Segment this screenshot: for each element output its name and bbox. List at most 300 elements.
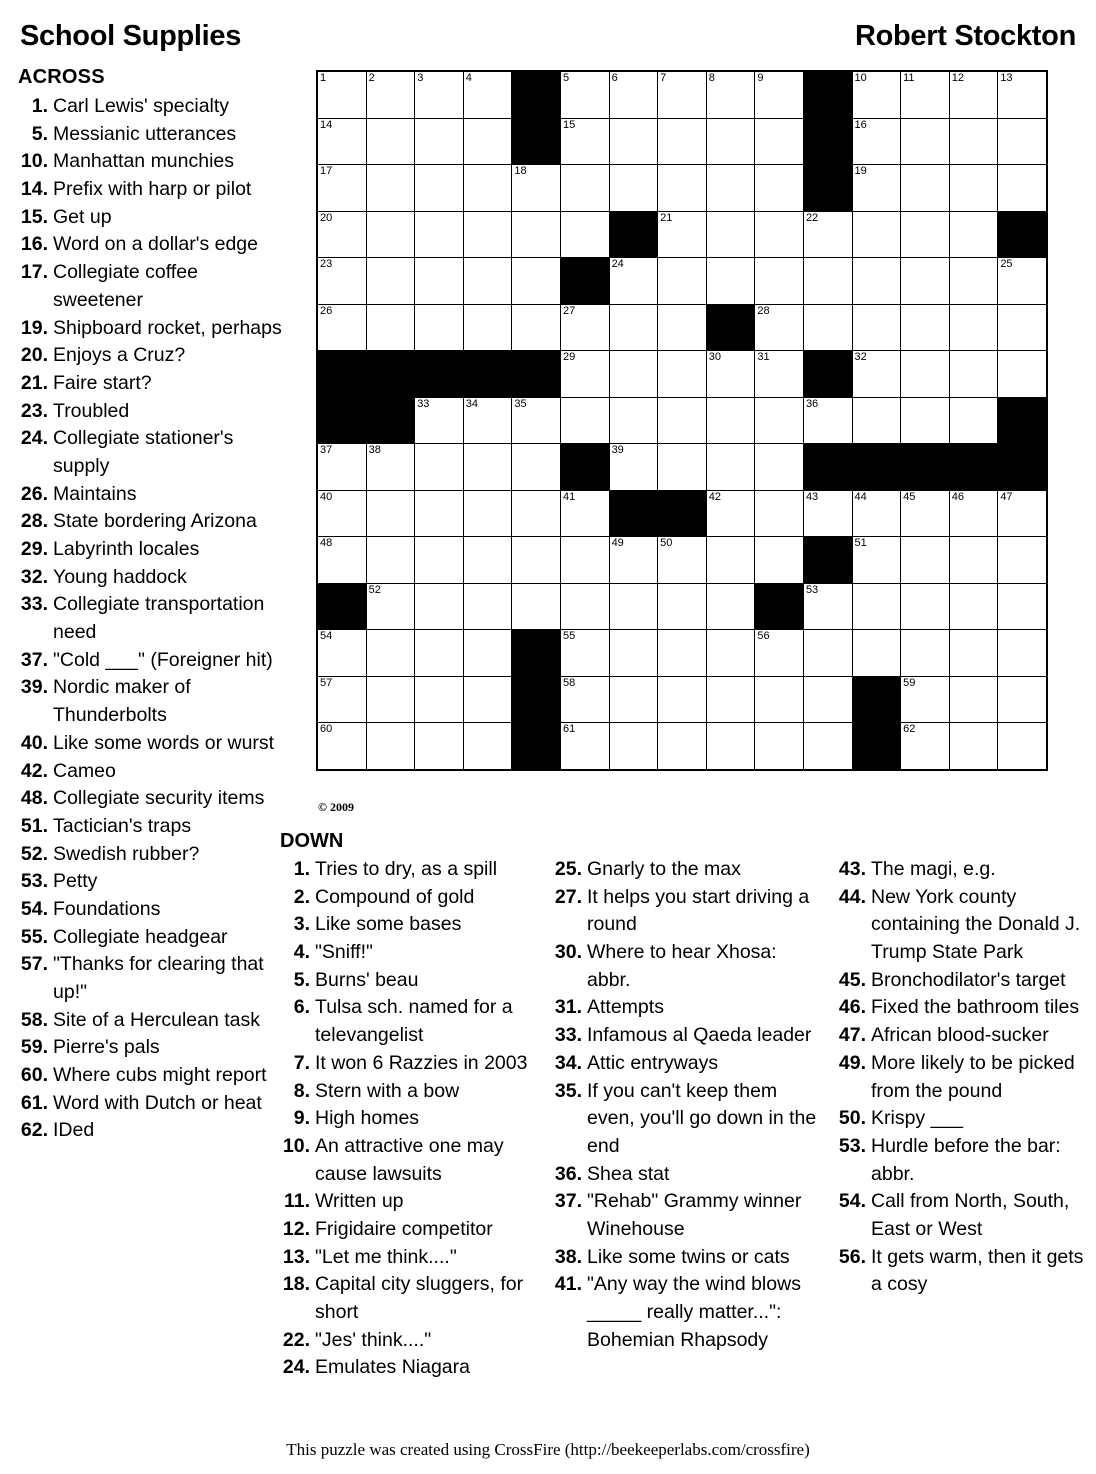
grid-cell[interactable]	[949, 537, 998, 584]
grid-cell[interactable]	[658, 304, 707, 351]
clue-number: 18.	[282, 1273, 310, 1296]
grid-cell[interactable]	[415, 397, 464, 444]
clue-item[interactable]	[280, 1050, 542, 1078]
grid-cell-number: 12	[951, 72, 964, 84]
clue-number: 45.	[838, 968, 866, 991]
grid-cell[interactable]	[658, 444, 707, 491]
clue-item[interactable]	[18, 1062, 288, 1090]
grid-cell[interactable]	[803, 304, 852, 351]
clue-item[interactable]	[18, 148, 288, 176]
clue-item[interactable]	[836, 1133, 1088, 1188]
clue-item[interactable]	[836, 994, 1088, 1022]
grid-cell[interactable]	[949, 630, 998, 677]
grid-cell[interactable]	[415, 165, 464, 212]
clue-item[interactable]	[18, 1117, 288, 1145]
grid-cell[interactable]	[755, 211, 804, 258]
grid-cell[interactable]	[755, 351, 804, 398]
grid-cell[interactable]	[463, 676, 512, 723]
grid-cell[interactable]	[998, 537, 1047, 584]
clue-item[interactable]	[18, 176, 288, 204]
clue-number: 46.	[838, 996, 866, 1019]
grid-cell[interactable]	[803, 630, 852, 677]
clue-number: 1.	[31, 95, 48, 117]
grid-cell[interactable]	[317, 537, 366, 584]
grid-cell[interactable]	[317, 71, 366, 118]
grid-cell[interactable]	[366, 258, 415, 305]
clue-item[interactable]	[552, 1050, 824, 1078]
grid-cell[interactable]	[949, 583, 998, 630]
clue-item[interactable]	[18, 231, 288, 259]
grid-cell[interactable]	[512, 211, 561, 258]
grid-cell[interactable]	[755, 490, 804, 537]
clue-item[interactable]	[280, 994, 542, 1049]
grid-cell[interactable]	[560, 304, 609, 351]
clue-item[interactable]	[18, 730, 288, 758]
grid-cell-number: 24	[611, 258, 624, 270]
clue-item[interactable]	[836, 856, 1088, 884]
grid-block-cell	[415, 351, 464, 398]
grid-cell-number: 31	[757, 351, 770, 363]
clue-item[interactable]	[18, 591, 288, 646]
grid-cell[interactable]	[415, 444, 464, 491]
grid-cell[interactable]	[949, 304, 998, 351]
clue-item[interactable]	[18, 370, 288, 398]
across-heading: ACROSS	[18, 66, 105, 88]
clue-item[interactable]	[18, 315, 288, 343]
clue-item[interactable]	[836, 1244, 1088, 1299]
grid-cell[interactable]	[366, 630, 415, 677]
clue-item[interactable]	[280, 939, 542, 967]
clue-item[interactable]	[280, 967, 542, 995]
grid-cell[interactable]	[658, 211, 707, 258]
grid-cell[interactable]	[901, 211, 950, 258]
grid-block-cell	[852, 723, 901, 770]
grid-cell[interactable]	[901, 630, 950, 677]
grid-cell[interactable]	[463, 723, 512, 770]
grid-cell[interactable]	[901, 304, 950, 351]
clue-item[interactable]	[18, 841, 288, 869]
grid-cell[interactable]	[706, 676, 755, 723]
clue-item[interactable]	[18, 868, 288, 896]
clue-item[interactable]	[18, 398, 288, 426]
grid-cell[interactable]	[706, 444, 755, 491]
grid-cell[interactable]	[755, 165, 804, 212]
grid-cell[interactable]	[366, 676, 415, 723]
clue-item[interactable]	[18, 342, 288, 370]
clue-item[interactable]	[18, 121, 288, 149]
grid-cell[interactable]	[803, 258, 852, 305]
clue-item[interactable]	[836, 1050, 1088, 1105]
grid-cell[interactable]	[998, 71, 1047, 118]
grid-cell[interactable]	[366, 304, 415, 351]
clue-number: 33.	[554, 1024, 582, 1047]
grid-cell[interactable]	[755, 304, 804, 351]
grid-cell[interactable]	[949, 211, 998, 258]
grid-cell[interactable]	[755, 444, 804, 491]
grid-cell[interactable]	[560, 71, 609, 118]
clue-item[interactable]	[280, 884, 542, 912]
grid-cell[interactable]	[706, 165, 755, 212]
grid-cell[interactable]	[901, 676, 950, 723]
grid-cell[interactable]	[317, 304, 366, 351]
grid-cell[interactable]	[560, 397, 609, 444]
grid-cell[interactable]	[366, 583, 415, 630]
grid-cell[interactable]	[852, 71, 901, 118]
grid-cell[interactable]	[658, 630, 707, 677]
grid-cell[interactable]	[706, 351, 755, 398]
grid-cell[interactable]	[317, 444, 366, 491]
clue-item[interactable]	[18, 758, 288, 786]
clue-item[interactable]	[280, 1133, 542, 1188]
grid-cell[interactable]	[949, 723, 998, 770]
grid-cell[interactable]	[512, 583, 561, 630]
clue-item[interactable]	[836, 884, 1088, 967]
grid-cell[interactable]	[415, 583, 464, 630]
grid-cell[interactable]	[949, 118, 998, 165]
grid-cell[interactable]	[366, 444, 415, 491]
clue-item[interactable]	[280, 1216, 542, 1244]
crossword-grid[interactable]	[316, 70, 1048, 771]
clue-item[interactable]	[552, 884, 824, 939]
grid-cell[interactable]	[415, 118, 464, 165]
grid-cell[interactable]	[706, 583, 755, 630]
clue-item[interactable]	[280, 1271, 542, 1326]
grid-cell[interactable]	[852, 397, 901, 444]
grid-cell[interactable]	[560, 676, 609, 723]
grid-cell[interactable]	[317, 211, 366, 258]
grid-cell[interactable]	[658, 118, 707, 165]
grid-cell[interactable]	[560, 723, 609, 770]
clue-text: High homes	[315, 1107, 420, 1130]
clue-item[interactable]	[552, 856, 824, 884]
clue-item[interactable]	[18, 813, 288, 841]
clue-item[interactable]	[280, 856, 542, 884]
clue-item[interactable]	[280, 1105, 542, 1133]
grid-cell[interactable]	[998, 118, 1047, 165]
grid-cell[interactable]	[463, 165, 512, 212]
grid-cell[interactable]	[512, 165, 561, 212]
grid-cell[interactable]	[658, 583, 707, 630]
grid-cell[interactable]	[949, 351, 998, 398]
grid-cell-number: 38	[368, 444, 381, 456]
grid-cell[interactable]	[852, 583, 901, 630]
clue-text: Call from North, South, East or West	[871, 1190, 1070, 1240]
grid-cell[interactable]	[463, 258, 512, 305]
grid-cell[interactable]	[560, 351, 609, 398]
clue-item[interactable]	[836, 1188, 1088, 1243]
clue-item[interactable]	[18, 951, 288, 1006]
grid-cell[interactable]	[512, 304, 561, 351]
grid-cell[interactable]	[366, 537, 415, 584]
grid-cell[interactable]	[706, 211, 755, 258]
grid-cell[interactable]	[366, 118, 415, 165]
grid-cell[interactable]	[317, 630, 366, 677]
grid-cell[interactable]	[609, 723, 658, 770]
grid-cell[interactable]	[998, 304, 1047, 351]
clue-item[interactable]	[18, 1034, 288, 1062]
clue-item[interactable]	[552, 1244, 824, 1272]
grid-cell[interactable]	[852, 118, 901, 165]
grid-cell[interactable]	[609, 258, 658, 305]
clue-item[interactable]	[18, 481, 288, 509]
grid-cell-number: 23	[320, 258, 333, 270]
clue-text: State bordering Arizona	[53, 510, 257, 533]
grid-cell[interactable]	[609, 537, 658, 584]
grid-cell[interactable]	[998, 583, 1047, 630]
grid-cell[interactable]	[755, 71, 804, 118]
grid-cell[interactable]	[415, 304, 464, 351]
grid-cell[interactable]	[755, 676, 804, 723]
grid-cell[interactable]	[463, 71, 512, 118]
grid-cell[interactable]	[317, 165, 366, 212]
grid-cell[interactable]	[901, 71, 950, 118]
clue-item[interactable]	[552, 1188, 824, 1243]
clue-text: Like some twins or cats	[587, 1245, 790, 1268]
grid-cell[interactable]	[317, 723, 366, 770]
grid-cell-number: 21	[660, 211, 673, 224]
grid-cell[interactable]	[463, 490, 512, 537]
grid-cell[interactable]	[609, 397, 658, 444]
clue-item[interactable]	[552, 939, 824, 994]
grid-row	[317, 723, 1047, 770]
clue-item[interactable]	[836, 1105, 1088, 1133]
grid-cell-number: 13	[1000, 72, 1013, 84]
grid-cell[interactable]	[609, 351, 658, 398]
clue-item[interactable]	[552, 994, 824, 1022]
clue-number: 59.	[20, 1036, 48, 1059]
grid-cell[interactable]	[949, 490, 998, 537]
grid-cell[interactable]	[609, 71, 658, 118]
grid-cell[interactable]	[998, 165, 1047, 212]
grid-cell[interactable]	[415, 490, 464, 537]
grid-cell[interactable]	[366, 490, 415, 537]
grid-cell[interactable]	[998, 676, 1047, 723]
grid-cell[interactable]	[512, 444, 561, 491]
grid-cell[interactable]	[803, 723, 852, 770]
grid-cell[interactable]	[658, 537, 707, 584]
clue-item[interactable]	[552, 1161, 824, 1189]
grid-cell[interactable]	[463, 304, 512, 351]
grid-cell[interactable]	[415, 258, 464, 305]
grid-cell[interactable]	[658, 723, 707, 770]
grid-cell[interactable]	[560, 537, 609, 584]
clue-item[interactable]	[18, 896, 288, 924]
grid-cell[interactable]	[949, 165, 998, 212]
clue-number: 23.	[20, 399, 48, 422]
grid-cell[interactable]	[317, 118, 366, 165]
grid-cell[interactable]	[901, 490, 950, 537]
clue-item[interactable]	[18, 204, 288, 232]
grid-cell[interactable]	[998, 351, 1047, 398]
clue-item[interactable]	[280, 1327, 542, 1355]
clue-item[interactable]	[18, 674, 288, 729]
clue-number: 3.	[293, 913, 310, 936]
grid-block-cell	[803, 165, 852, 212]
grid-cell[interactable]	[901, 258, 950, 305]
grid-cell[interactable]	[366, 165, 415, 212]
grid-cell[interactable]	[755, 723, 804, 770]
clue-item[interactable]	[18, 536, 288, 564]
grid-cell[interactable]	[609, 630, 658, 677]
grid-cell-number: 10	[854, 72, 867, 84]
clue-item[interactable]	[18, 259, 288, 314]
clue-item[interactable]	[280, 1078, 542, 1106]
grid-cell[interactable]	[415, 676, 464, 723]
clue-number: 15.	[20, 205, 48, 228]
grid-cell[interactable]	[463, 583, 512, 630]
grid-cell[interactable]	[560, 211, 609, 258]
grid-cell[interactable]	[949, 397, 998, 444]
grid-cell[interactable]	[366, 723, 415, 770]
grid-cell[interactable]	[755, 537, 804, 584]
grid-cell[interactable]	[803, 211, 852, 258]
grid-cell[interactable]	[998, 258, 1047, 305]
grid-block-cell	[658, 490, 707, 537]
grid-cell[interactable]	[415, 537, 464, 584]
grid-cell[interactable]	[560, 630, 609, 677]
grid-cell-number: 46	[951, 490, 964, 503]
grid-cell[interactable]	[658, 71, 707, 118]
grid-cell[interactable]	[658, 351, 707, 398]
grid-cell[interactable]	[512, 490, 561, 537]
grid-cell[interactable]	[998, 490, 1047, 537]
clue-text: Attempts	[587, 996, 664, 1019]
grid-cell[interactable]	[512, 537, 561, 584]
grid-cell[interactable]	[463, 118, 512, 165]
grid-cell[interactable]	[658, 676, 707, 723]
grid-cell[interactable]	[803, 676, 852, 723]
grid-cell[interactable]	[415, 71, 464, 118]
grid-cell[interactable]	[706, 258, 755, 305]
grid-cell[interactable]	[901, 723, 950, 770]
grid-cell[interactable]	[852, 211, 901, 258]
grid-cell[interactable]	[852, 490, 901, 537]
clue-number: 44.	[838, 885, 866, 908]
grid-cell[interactable]	[901, 165, 950, 212]
grid-cell[interactable]	[658, 397, 707, 444]
grid-cell[interactable]	[609, 583, 658, 630]
grid-cell[interactable]	[512, 258, 561, 305]
clue-item[interactable]	[18, 647, 288, 675]
grid-cell[interactable]	[901, 118, 950, 165]
grid-cell[interactable]	[852, 630, 901, 677]
clue-item[interactable]	[18, 924, 288, 952]
grid-cell[interactable]	[658, 258, 707, 305]
grid-cell[interactable]	[852, 304, 901, 351]
grid-table[interactable]	[316, 70, 1048, 771]
clue-item[interactable]	[280, 911, 542, 939]
grid-cell[interactable]	[463, 397, 512, 444]
clue-item[interactable]	[18, 508, 288, 536]
grid-cell[interactable]	[852, 165, 901, 212]
grid-row	[317, 397, 1047, 444]
grid-cell[interactable]	[658, 165, 707, 212]
clue-item[interactable]	[836, 1022, 1088, 1050]
clue-item[interactable]	[552, 1022, 824, 1050]
grid-cell[interactable]	[560, 583, 609, 630]
grid-cell[interactable]	[706, 71, 755, 118]
grid-cell[interactable]	[560, 490, 609, 537]
grid-cell[interactable]	[852, 258, 901, 305]
clue-text: It helps you start driving a round	[587, 885, 810, 936]
grid-cell[interactable]	[463, 537, 512, 584]
grid-cell[interactable]	[463, 211, 512, 258]
clue-item[interactable]	[280, 1354, 542, 1382]
grid-cell[interactable]	[560, 165, 609, 212]
grid-cell[interactable]	[901, 537, 950, 584]
clue-item[interactable]	[18, 93, 288, 121]
grid-cell[interactable]	[706, 630, 755, 677]
grid-cell[interactable]	[852, 537, 901, 584]
clue-item[interactable]	[18, 1007, 288, 1035]
grid-cell[interactable]	[609, 304, 658, 351]
grid-cell[interactable]	[901, 351, 950, 398]
grid-cell[interactable]	[755, 630, 804, 677]
grid-cell[interactable]	[706, 118, 755, 165]
grid-block-cell	[706, 304, 755, 351]
grid-cell[interactable]	[317, 490, 366, 537]
grid-cell[interactable]	[366, 211, 415, 258]
grid-cell[interactable]	[317, 676, 366, 723]
clue-item[interactable]	[552, 1078, 824, 1161]
grid-cell[interactable]	[998, 723, 1047, 770]
grid-cell[interactable]	[706, 723, 755, 770]
grid-cell[interactable]	[901, 583, 950, 630]
grid-block-cell	[755, 583, 804, 630]
grid-cell[interactable]	[415, 723, 464, 770]
grid-cell[interactable]	[949, 676, 998, 723]
grid-cell[interactable]	[998, 630, 1047, 677]
clue-item[interactable]	[836, 967, 1088, 995]
clue-item[interactable]	[18, 564, 288, 592]
clue-number: 5.	[293, 968, 310, 991]
grid-cell[interactable]	[609, 165, 658, 212]
grid-cell[interactable]	[803, 490, 852, 537]
clue-item[interactable]	[18, 1090, 288, 1118]
grid-cell[interactable]	[803, 397, 852, 444]
grid-cell[interactable]	[609, 118, 658, 165]
grid-cell[interactable]	[560, 118, 609, 165]
grid-cell[interactable]	[949, 71, 998, 118]
grid-cell[interactable]	[366, 71, 415, 118]
grid-cell[interactable]	[852, 351, 901, 398]
grid-cell[interactable]	[755, 258, 804, 305]
grid-cell[interactable]	[755, 397, 804, 444]
grid-cell[interactable]	[706, 490, 755, 537]
clue-item[interactable]	[18, 425, 288, 480]
grid-cell[interactable]	[463, 444, 512, 491]
grid-cell[interactable]	[803, 583, 852, 630]
grid-cell[interactable]	[609, 444, 658, 491]
grid-cell[interactable]	[512, 397, 561, 444]
grid-cell[interactable]	[755, 118, 804, 165]
grid-cell[interactable]	[706, 397, 755, 444]
grid-cell[interactable]	[901, 397, 950, 444]
grid-cell[interactable]	[706, 537, 755, 584]
clue-text: Prefix with harp or pilot	[53, 178, 252, 201]
clue-item[interactable]	[18, 785, 288, 813]
grid-cell[interactable]	[415, 211, 464, 258]
clue-item[interactable]	[280, 1188, 542, 1216]
grid-cell[interactable]	[317, 258, 366, 305]
grid-cell[interactable]	[949, 258, 998, 305]
grid-cell[interactable]	[463, 630, 512, 677]
clue-item[interactable]	[552, 1271, 824, 1354]
grid-cell[interactable]	[415, 630, 464, 677]
grid-cell[interactable]	[609, 676, 658, 723]
grid-row	[317, 258, 1047, 305]
clue-item[interactable]	[280, 1244, 542, 1272]
